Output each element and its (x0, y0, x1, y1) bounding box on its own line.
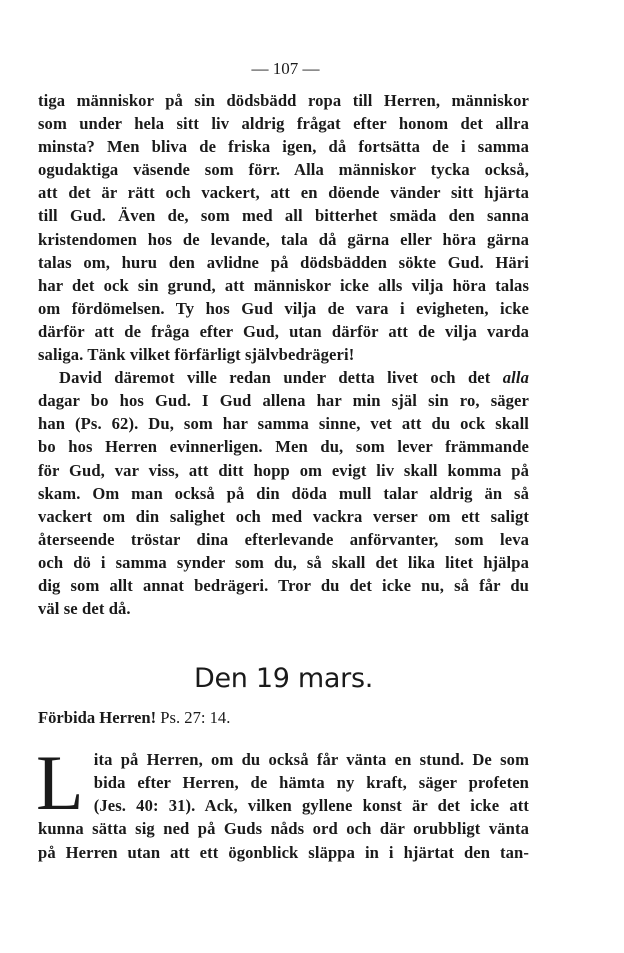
text-line: ita på Herren, om du också får vänta en stund. De som (93, 750, 529, 770)
text-line: bo hos Herren evinnerligen. Men du, som lever främmande (38, 437, 529, 457)
text-line: talas om, huru den avlidne på dödsbädden sökte Gud. Häri (38, 252, 529, 272)
text-line: han (Ps. 62). Du, som har samma sinne, vet att du ock skall (38, 414, 529, 434)
paragraph-3 (36, 739, 529, 863)
book-page (38, 58, 529, 864)
text-line: ogudaktiga väsende som förr. Alla människor tycka också, (38, 160, 529, 180)
epigraph-text: Förbida Herren! (38, 708, 157, 728)
drop-cap: L (36, 739, 84, 827)
text-line: dig som allt annat bedrägeri. Tror du det icke nu, så får du (38, 575, 529, 595)
text-line: saliga. Tänk vilket förfärligt självbedrägeri! (38, 345, 355, 365)
text-line: bida efter Herren, de hämta ny kraft, säger profeten (93, 773, 529, 793)
text-line: återseende tröstar dina efterlevande anförvanter, som leva (38, 529, 529, 549)
text-line: på Herren utan att ett ögonblick släppa in i hjärtat den tan- (38, 842, 529, 862)
text-line: att det är rätt och vackert, att en döende vänder sitt hjärta (38, 183, 529, 203)
text-line: och dö i samma synder som du, så skall det lika litet hjälpa (38, 552, 529, 572)
text-line: för Gud, var viss, att ditt hopp om evigt liv skall komma på (38, 460, 529, 480)
epigraph-reference: Ps. 27: 14. (160, 708, 231, 728)
text-line: kunna sätta sig ned på Guds nåds ord och där orubbligt vänta (38, 819, 529, 839)
text-line: har det ock sin grund, att människor icke alls vilja höra talas (38, 275, 529, 295)
epigraph (38, 706, 529, 729)
text-line: väl se det då. (38, 599, 131, 619)
text-line: vackert om din salighet och med vackra verser om ett saligt (38, 506, 529, 526)
paragraph-2 (38, 366, 529, 620)
text-line: därför att de fråga efter Gud, utan därför att de vilja varda (38, 321, 529, 341)
text-line: till Gud. Även de, som med all bitterhet smäda den sanna (38, 206, 529, 226)
text-line: minsta? Men bliva de friska igen, då fortsätta de i samma (38, 137, 529, 157)
text-line (38, 366, 529, 389)
text-line: skam. Om man också på din döda mull talar aldrig än så (38, 483, 529, 503)
text-line: som under hela sitt liv aldrig frågat efter honom det allra (38, 114, 529, 134)
text-line: dagar bo hos Gud. I Gud allena har min själ sin ro, säger (38, 391, 529, 411)
text-segment: David däremot ville redan under detta livet och det (59, 368, 503, 388)
text-line: tiga människor på sin dödsbädd ropa till Herren, människor (38, 91, 529, 110)
section-heading: Den 19 mars. (193, 663, 374, 695)
emphasis-text: alla (502, 368, 529, 388)
page-number: — 107 — (251, 59, 320, 78)
text-line: (Jes. 40: 31). Ack, vilken gyllene konst är det icke att (93, 796, 529, 816)
text-line: kristendomen hos de levande, tala då gärna eller höra gärna (38, 229, 529, 249)
paragraph-1 (38, 89, 529, 366)
text-line: om fördömelsen. Ty hos Gud vilja de vara i evigheten, icke (38, 298, 529, 318)
